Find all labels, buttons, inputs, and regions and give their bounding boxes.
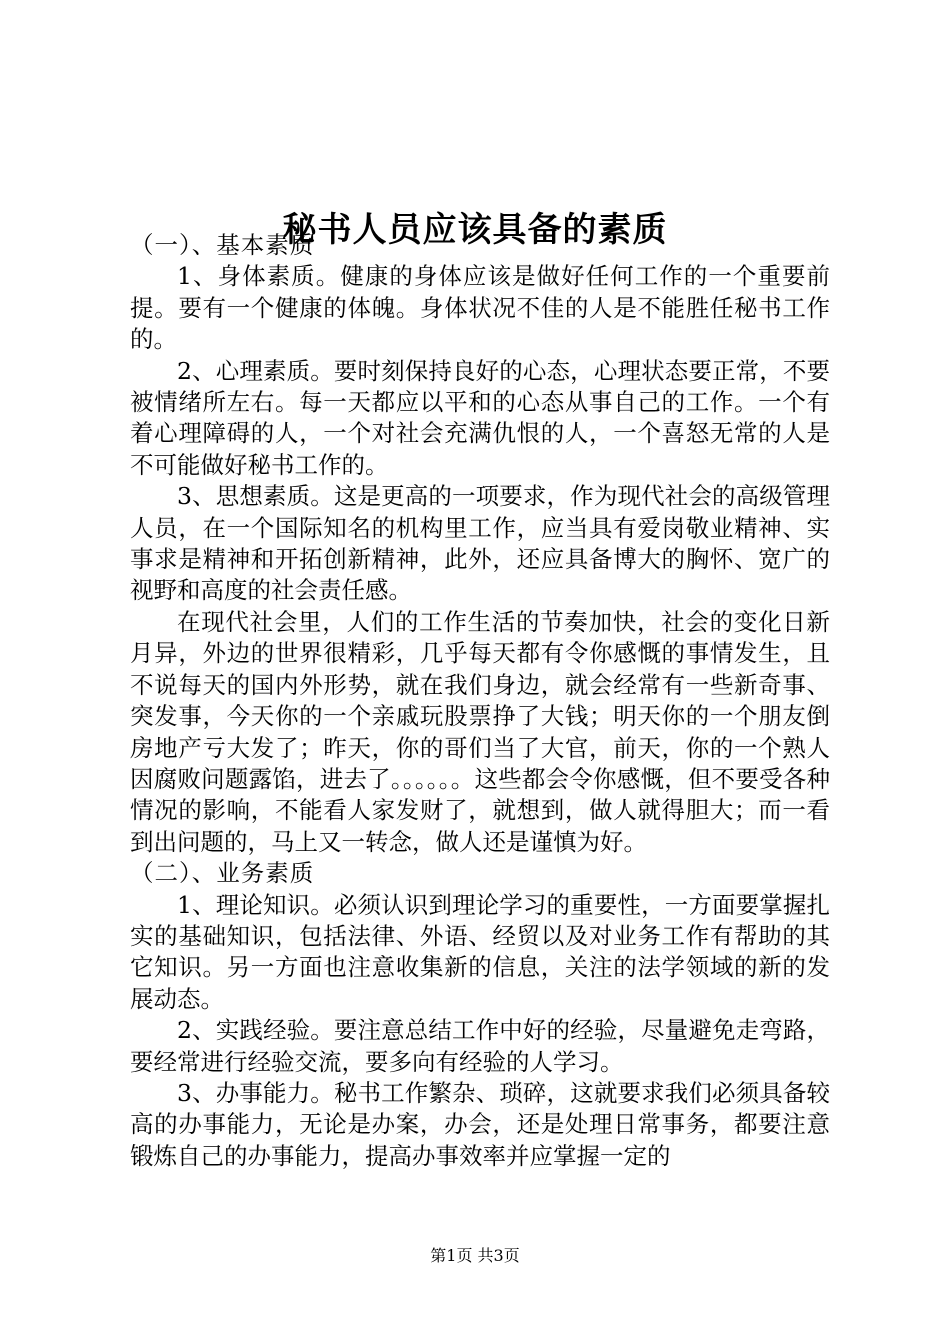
paragraph-psychological: 2、心理素质。要时刻保持良好的心态，心理状态要正常，不要被情绪所左右。每一天都应以平和的心态从事自己的工作。一个有着心理障碍的人，一个对社会充满仇恨的人，一个喜怒无常的人是不可能做好秘书工作的。 <box>130 356 830 479</box>
section-heading-basic: （一）、基本素质 <box>130 231 315 259</box>
document-body <box>130 230 830 1172</box>
paragraph-physical: 1、身体素质。健康的身体应该是做好任何工作的一个重要前提。要有一个健康的体魄。身体状况不佳的人是不能胜任秘书工作的。 <box>130 262 830 354</box>
paragraph-modern-society: 在现代社会里，人们的工作生活的节奏加快，社会的变化日新月异，外边的世界很精彩，几乎每天都有令你感慨的事情发生，且不说每天的国内外形势，就在我们身边，就会经常有一些新奇事、突发事，今天你的一个亲戚玩股票挣了大钱；明天你的一个朋友倒房地产亏大发了；昨天，你的哥们当了大官，前天，你的一个熟人因腐败问题露馅，进去了。。。。。。这些都会令你感慨，但不要受各种情况的影响，不能看人家发财了，就想到，做人就得胆大；而一看到出问题的，马上又一转念，做人还是谨慎为好。 <box>130 607 830 856</box>
section-heading-professional: （二）、业务素质 <box>130 859 315 888</box>
paragraph-practice: 2、实践经验。要注意总结工作中好的经验，尽量避免走弯路，要经常进行经验交流，要多向有经验的人学习。 <box>130 1016 830 1076</box>
paragraph-ability: 3、办事能力。秘书工作繁杂、琐碎，这就要求我们必须具备较高的办事能力，无论是办案，办会，还是处理日常事务，都要注意锻炼自己的办事能力，提高办事效率并应掌握一定的 <box>130 1078 830 1170</box>
paragraph-ideological: 3、思想素质。这是更高的一项要求，作为现代社会的高级管理人员，在一个国际知名的机构里工作，应当具有爱岗敬业精神、实事求是精神和开拓创新精神，此外，还应具备博大的胸怀、宽广的视野和高度的社会责任感。 <box>130 482 830 605</box>
page-footer: 第1页 共3页 <box>430 1246 520 1265</box>
paragraph-theory: 1、理论知识。必须认识到理论学习的重要性，一方面要掌握扎实的基础知识，包括法律、外语、经贸以及对业务工作有帮助的其它知识。另一方面也注意收集新的信息，关注的法学领域的新的发展动态。 <box>130 890 830 1013</box>
document-title: 秘书人员应该具备的素质 <box>282 209 668 250</box>
